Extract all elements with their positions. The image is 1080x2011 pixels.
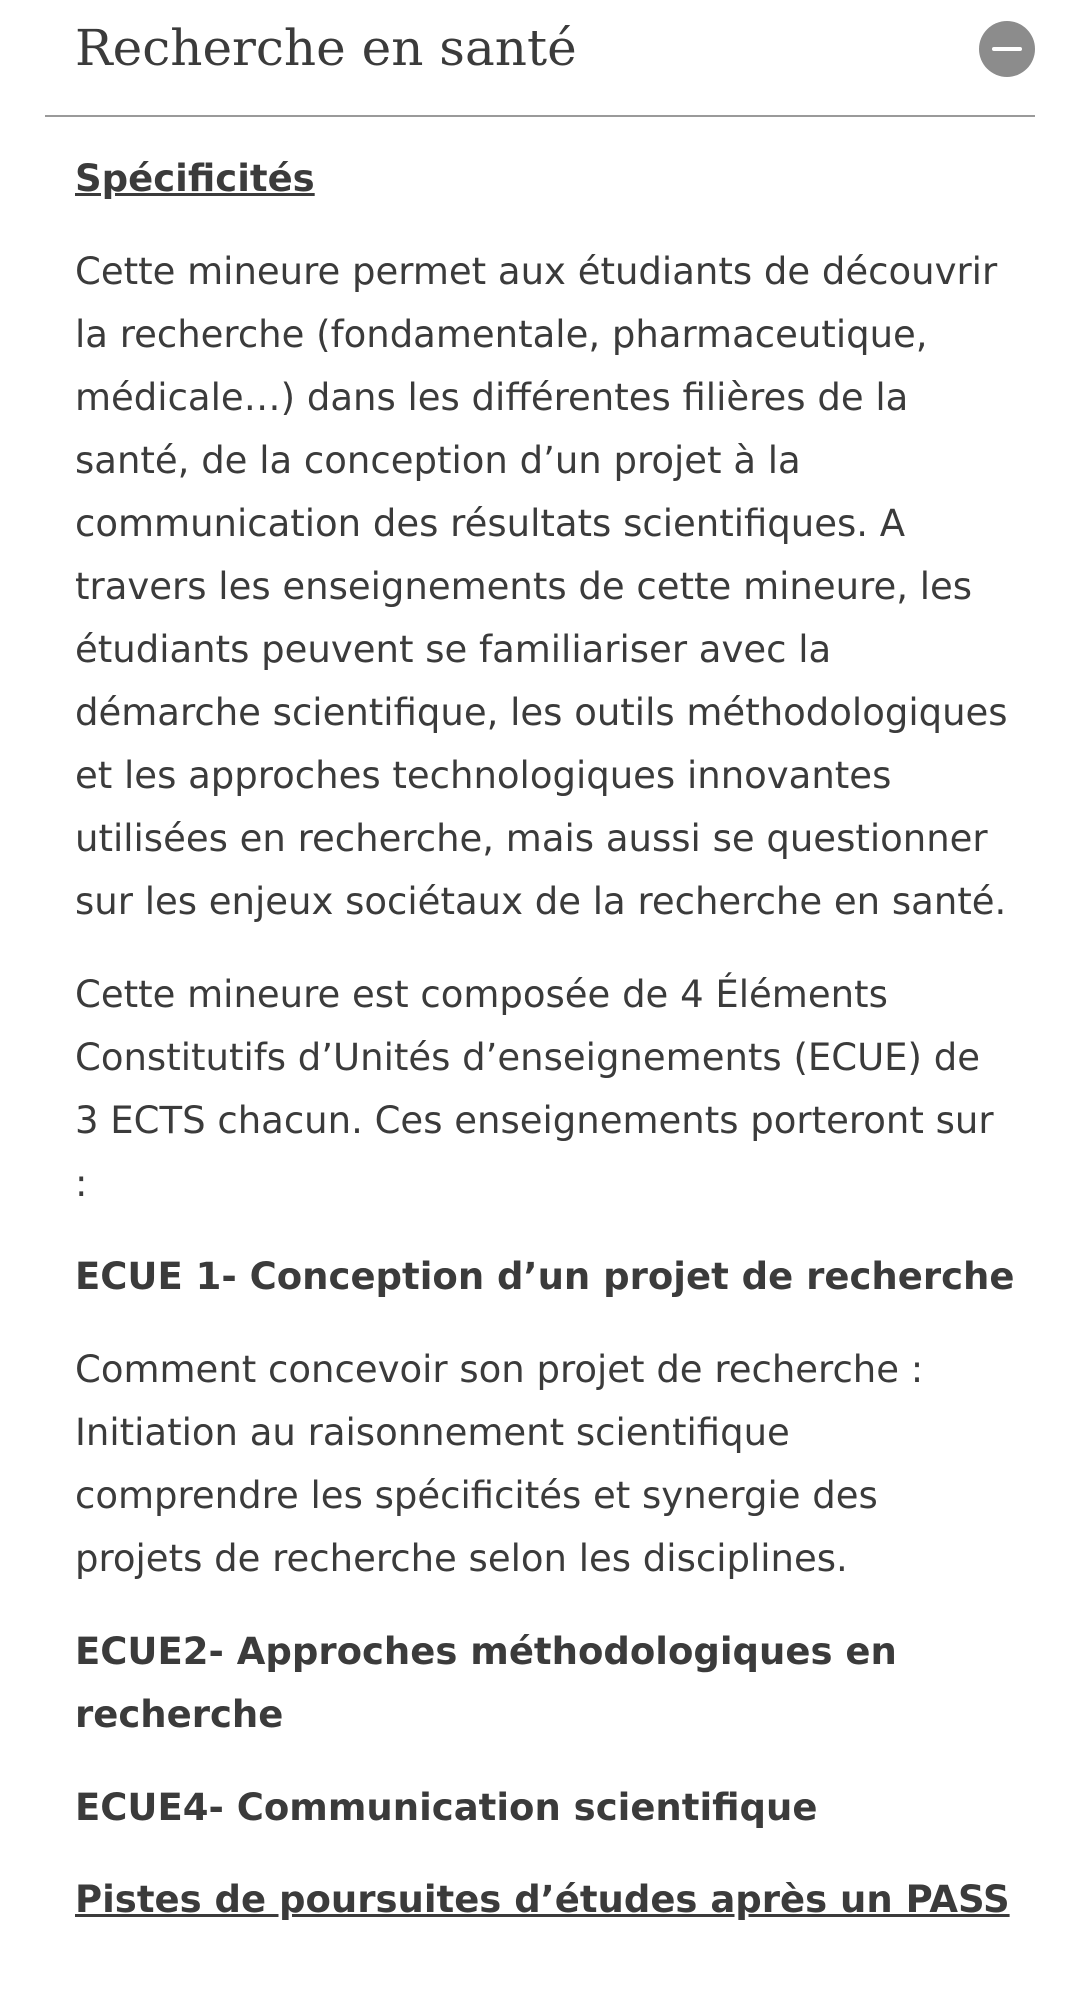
accordion-title: Recherche en santé <box>75 19 577 77</box>
ecue1-heading: ECUE 1- Conception d’un projet de recherche <box>75 1255 1015 1298</box>
ecue2-heading: ECUE2- Approches méthodologiques en recherche <box>75 1630 897 1736</box>
minus-circle-icon[interactable] <box>979 21 1035 77</box>
ecue4-heading: ECUE4- Communication scientifique <box>75 1786 818 1829</box>
intro-paragraph: Cette mineure permet aux étudiants de découvrir la recherche (fondamentale, pharmaceutique, médicale…) dans les différentes filières de la santé, de la conception d’un projet à la communication des résultats scientifiques. A travers les enseignements de cette mineure, les étudiants peuvent se familiariser avec la démarche scientifique, les outils méthodologiques et les approches technologiques innovantes utilisées en recherche, mais aussi se questionner sur les enjeux sociétaux de la recherche en santé. <box>75 250 1008 923</box>
composition-paragraph: Cette mineure est composée de 4 Éléments Constitutifs d’Unités d’enseignements (ECUE) de 3 ECTS chacun. Ces enseignements porteront sur : <box>75 973 994 1205</box>
ecue1-description: Comment concevoir son projet de recherche : Initiation au raisonnement scientifique comprendre les spécificités et synergie des projets de recherche selon les disciplines. <box>75 1348 924 1580</box>
pistes-heading: Pistes de poursuites d’études après un PASS <box>75 1878 1010 1921</box>
accordion-header[interactable] <box>45 0 1035 117</box>
minus-icon <box>992 47 1022 51</box>
specificites-heading: Spécificités <box>75 157 315 200</box>
accordion-content <box>75 148 1015 1961</box>
